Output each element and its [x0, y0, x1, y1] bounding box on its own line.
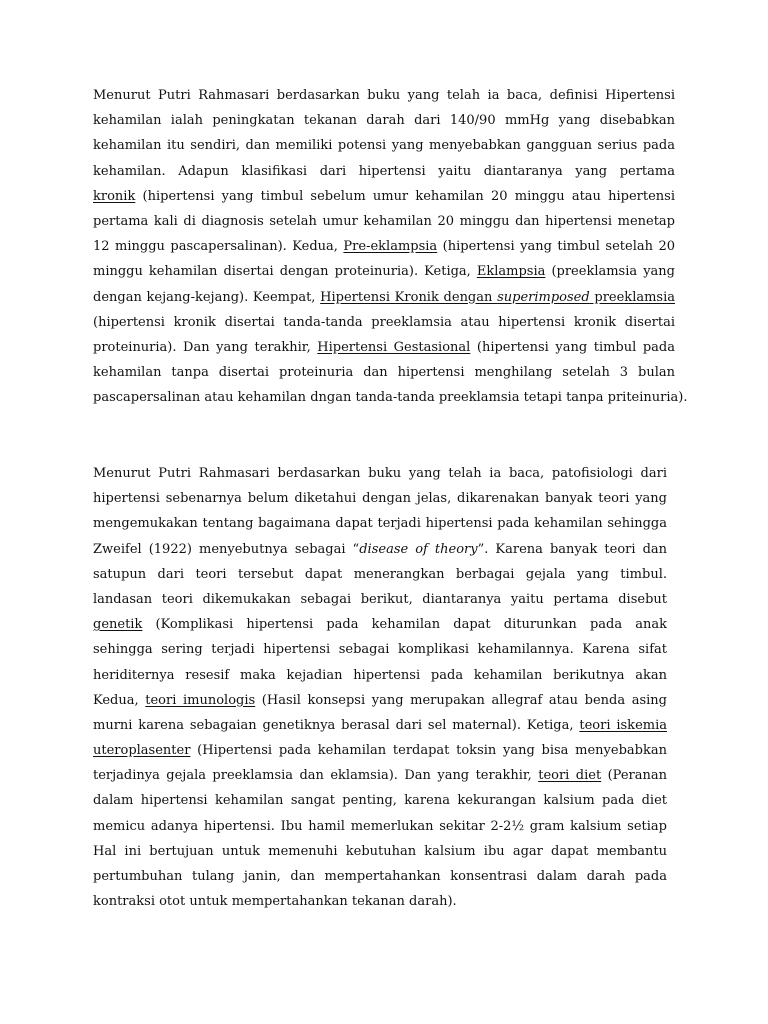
- text-line: [93, 83, 675, 108]
- text-run: landasan teori dikemukakan sebagai berikut, diantaranya yaitu pertama disebut: [93, 591, 667, 607]
- text-run: Menurut Putri Rahmasari berdasarkan buku yang telah ia baca, definisi Hipertensi: [93, 88, 675, 103]
- underlined-term: uteroplasenter: [93, 743, 191, 759]
- text-line: [93, 738, 667, 763]
- text-run: (Hipertensi pada kehamilan terdapat toksin yang bisa menyebabkan: [190, 743, 667, 759]
- text-run: dengan kejang-kejang). Keempat,: [93, 289, 321, 305]
- underlined-term: Eklampsia: [476, 264, 546, 280]
- text-line: [93, 688, 667, 713]
- underlined-term: Pre-eklampsia: [343, 239, 438, 255]
- italic-term: disease of theory: [359, 541, 478, 557]
- underlined-term: superimposed: [497, 289, 590, 305]
- underlined-term: teori imunologis: [145, 692, 256, 708]
- text-run: ”. Karena banyak teori dan: [477, 541, 667, 557]
- text-run: proteinuria). Dan yang terakhir,: [93, 339, 318, 355]
- text-run: pascapersalinan atau kehamilan dngan tanda-tanda preeklamsia tetapi tanpa priteinuria).: [93, 390, 688, 406]
- text-run: kehamilan tanpa disertai proteinuria dan hipertensi menghilang setelah 3 bulan: [93, 365, 675, 381]
- text-line: [93, 864, 667, 889]
- text-line: [93, 663, 667, 688]
- text-run: (hipertensi yang timbul pada: [470, 339, 675, 355]
- text-line: [93, 285, 675, 310]
- text-run: (hipertensi kronik disertai tanda-tanda preeklamsia atau hipertensi kronik disertai: [93, 314, 675, 330]
- text-line: [93, 889, 667, 914]
- text-run: (Hasil konsepsi yang merupakan allegraf atau benda asing: [261, 692, 667, 708]
- text-run: (preeklamsia yang: [551, 264, 675, 280]
- text-line: [93, 461, 667, 486]
- text-line: [93, 335, 675, 360]
- text-line: [93, 108, 675, 133]
- text-line: [93, 537, 667, 562]
- text-run: heriditernya resesif maka kejadian hipertensi pada kehamilan berikutnya akan: [93, 667, 667, 683]
- paragraph-patofisiologi: [93, 461, 667, 914]
- text-line: [93, 713, 667, 738]
- text-run: kehamilan. Adapun klasifikasi dari hipertensi yaitu diantaranya yang pertama: [93, 163, 675, 179]
- text-line: [93, 788, 667, 813]
- text-run: kontraksi otot untuk mempertahankan tekanan darah).: [93, 894, 457, 910]
- text-run: Kedua,: [93, 692, 146, 708]
- underlined-term: preeklamsia: [589, 289, 675, 305]
- text-run: Hal ini bertujuan untuk memenuhi kebutuhan kalsium ibu agar dapat membantu: [93, 843, 667, 859]
- text-line: [93, 133, 675, 158]
- text-run: murni karena sebagaian genetiknya berasal dari sel maternal). Ketiga,: [93, 717, 580, 733]
- text-run: kehamilan ialah peningkatan tekanan darah dari 140/90 mmHg yang disebabkan: [93, 113, 675, 129]
- text-line: [93, 184, 675, 209]
- text-run: mengemukakan tentang bagaimana dapat terjadi hipertensi pada kehamilan sehingga: [93, 516, 667, 532]
- text-run: hipertensi sebenarnya belum diketahui dengan jelas, dikarenakan banyak teori yang: [93, 491, 667, 507]
- text-line: [93, 587, 667, 612]
- text-run: (Komplikasi hipertensi pada kehamilan dapat diturunkan pada anak: [155, 617, 667, 633]
- text-run: satupun dari teori tersebut dapat menerangkan berbagai gejala yang timbul.: [93, 566, 667, 582]
- text-run: (hipertensi yang timbul sebelum umur kehamilan 20 minggu atau hipertensi: [142, 188, 675, 204]
- text-run: sehingga sering terjadi hipertensi sebagai komplikasi kehamilannya. Karena sifat: [93, 642, 667, 658]
- text-run: 12 minggu pascapersalinan). Kedua,: [93, 239, 344, 255]
- text-run: memicu adanya hipertensi. Ibu hamil memerlukan sekitar 2-2½ gram kalsium setiap: [93, 818, 667, 834]
- text-run: Zweifel (1922) menyebutnya sebagai “: [93, 541, 360, 557]
- text-run: (Peranan: [607, 768, 667, 784]
- underlined-term: teori iskemia: [579, 717, 667, 733]
- text-run: pertama kali di diagnosis setelah umur kehamilan 20 minggu dan hipertensi menetap: [93, 213, 675, 229]
- underlined-term: Hipertensi Gestasional: [317, 339, 471, 355]
- text-run: (hipertensi yang timbul setelah 20: [437, 239, 675, 255]
- text-line: [93, 385, 688, 410]
- text-line: [93, 159, 675, 184]
- text-line: [93, 486, 667, 511]
- text-line: [93, 360, 675, 385]
- text-line: [93, 763, 667, 788]
- text-line: [93, 234, 675, 259]
- text-line: [93, 209, 675, 234]
- text-run: Menurut Putri Rahmasari berdasarkan buku yang telah ia baca, patofisiologi dari: [93, 466, 667, 481]
- underlined-term: kronik: [93, 188, 136, 204]
- text-line: [93, 637, 667, 662]
- text-line: [93, 839, 667, 864]
- underlined-term: Hipertensi Kronik dengan: [320, 289, 498, 305]
- text-line: [93, 612, 667, 637]
- text-run: pertumbuhan tulang janin, dan mempertahankan konsentrasi dalam darah pada: [93, 869, 667, 884]
- text-line: [93, 259, 675, 284]
- text-line: [93, 511, 667, 536]
- text-line: [93, 310, 675, 335]
- underlined-term: teori diet: [538, 768, 602, 784]
- text-run: minggu kehamilan disertai dengan proteinuria). Ketiga,: [93, 264, 477, 280]
- underlined-term: genetik: [93, 617, 143, 633]
- text-line: [93, 814, 667, 839]
- paragraph-hipertensi-definisi: [93, 83, 688, 410]
- text-line: [93, 562, 667, 587]
- text-run: dalam hipertensi kehamilan sangat penting, karena kekurangan kalsium pada diet: [93, 793, 667, 809]
- text-run: kehamilan itu sendiri, dan memiliki potensi yang menyebabkan gangguan serius pada: [93, 138, 675, 154]
- text-run: terjadinya gejala preeklamsia dan eklamsia). Dan yang terakhir,: [93, 768, 539, 784]
